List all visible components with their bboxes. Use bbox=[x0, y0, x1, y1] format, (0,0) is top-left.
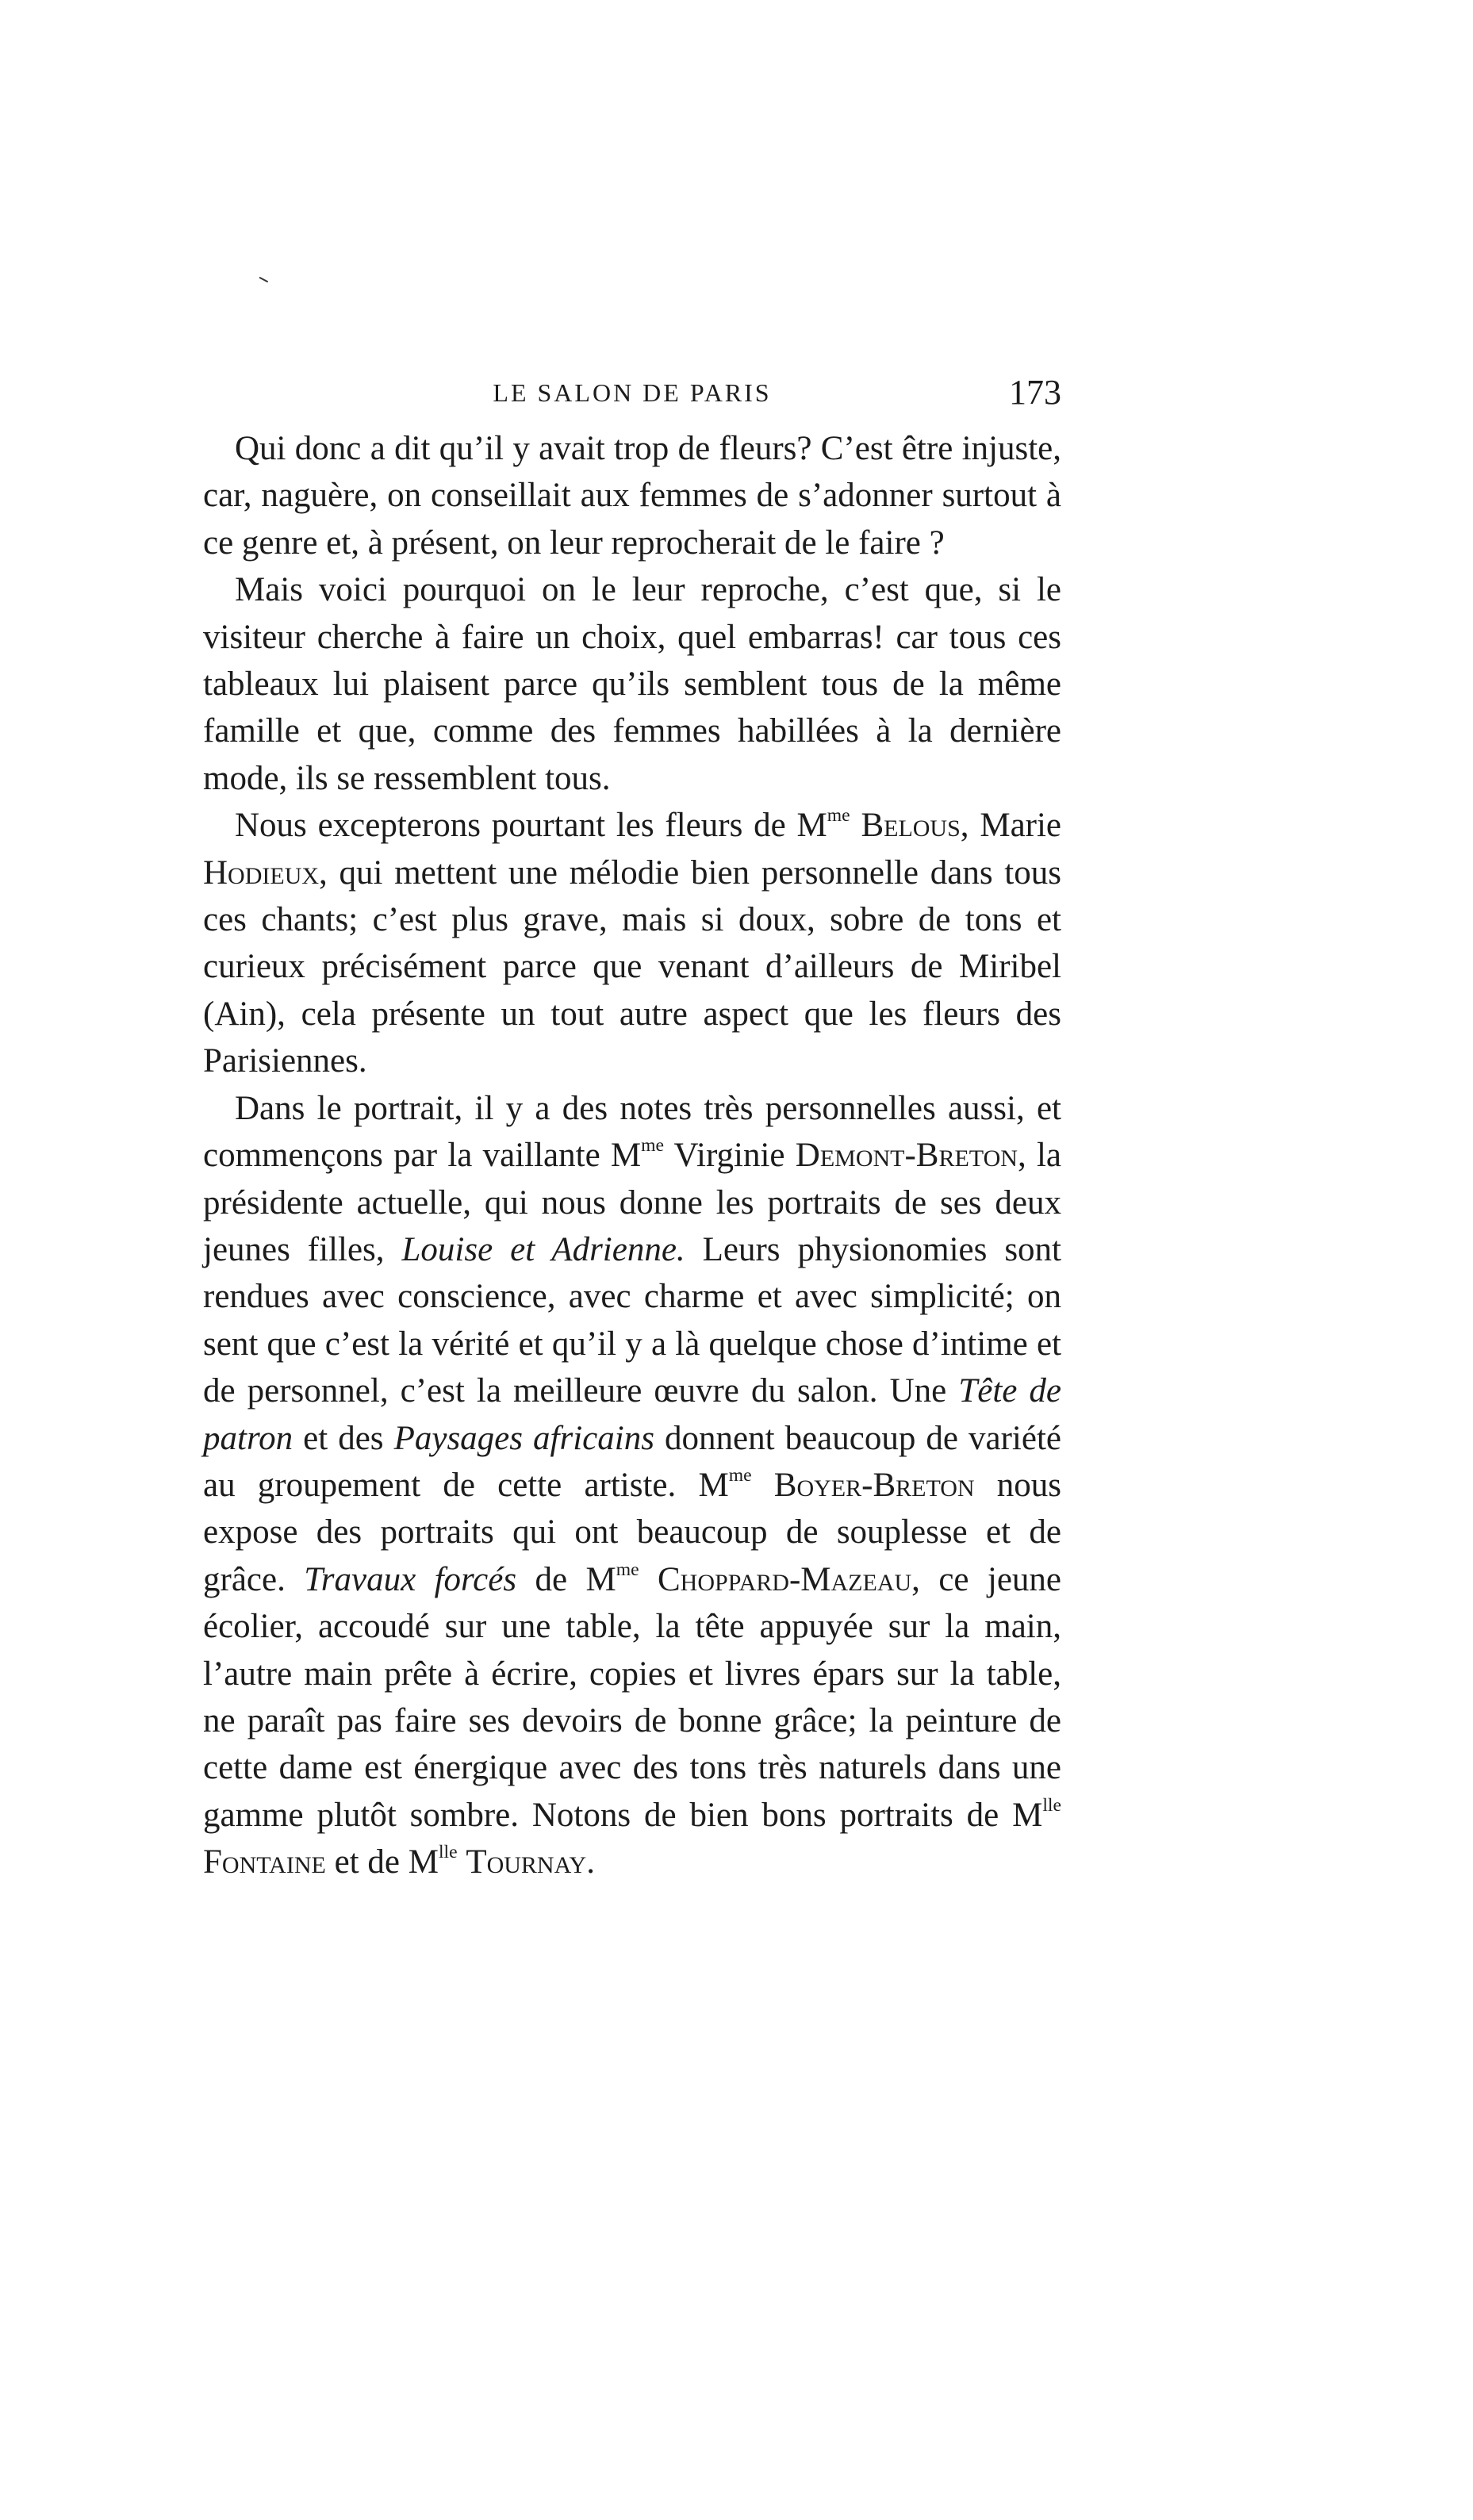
superscript: me bbox=[641, 1135, 665, 1156]
superscript: lle bbox=[1042, 1794, 1061, 1816]
superscript: me bbox=[728, 1465, 752, 1486]
small-caps-name: Fontaine bbox=[203, 1843, 326, 1881]
page-number: 173 bbox=[1009, 373, 1061, 412]
text-run bbox=[752, 1467, 774, 1504]
text-run: donnent beaucoup de variété au groupement de cette artiste. M bbox=[203, 1419, 1061, 1504]
text-run: nous expose des portraits qui ont beaucoup de souplesse et de grâce. bbox=[203, 1466, 1061, 1598]
italic-title: Travaux forcés bbox=[304, 1560, 517, 1598]
text-run: , qui mettent une mélodie bien personnelle dans tous ces chants; c’est plus grave, mais si doux, sobre de tons et curieux précisément parce que venant d’ailleurs de Miribel (Ain), cela présente un tout autre aspect que les fleurs des Parisiennes. bbox=[203, 853, 1061, 1080]
text-run: Leurs physionomies sont rendues avec conscience, avec charme et avec simplicité; on sent que c’est la vérité et qu’il y a là quelque chose d’intime et de personnel, c’est la meilleure œuvre du salon. Une bbox=[203, 1230, 1061, 1410]
small-caps-name: Tournay bbox=[466, 1843, 587, 1881]
small-caps-name: Demont-Breton bbox=[795, 1137, 1018, 1175]
paragraph bbox=[203, 425, 1061, 566]
superscript: me bbox=[827, 805, 850, 827]
text-run: , ce jeune écolier, accoudé sur une table, la tête appuyée sur la main, l’autre main prête à écrire, copies et livres épars sur la table, ne paraît pas faire ses devoirs de bonne grâce; la peinture de cette dame est énergique avec des tons très naturels dans une gamme plutôt sombre. Notons de bien bons portraits de M bbox=[203, 1560, 1062, 1834]
text-run: . bbox=[586, 1843, 595, 1881]
paragraph bbox=[203, 566, 1061, 802]
italic-title: Louise et Adrienne. bbox=[401, 1230, 685, 1268]
paragraph bbox=[203, 1085, 1061, 1886]
text-run: Mais voici pourquoi on le leur reproche, c’est que, si le visiteur cherche à faire un choix, quel embarras! car tous ces tableaux lui plaisent parce qu’ils semblent tous de la même famille et que, comme des femmes habillées à la dernière mode, ils se ressemblent tous. bbox=[203, 571, 1061, 797]
text-run: Nous excepterons pourtant les fleurs de M bbox=[235, 807, 827, 845]
running-head-title: LE SALON DE PARIS bbox=[493, 378, 772, 407]
text-run: Qui donc a dit qu’il y avait trop de fleurs? C’est être injuste, car, naguère, on conseillait aux femmes de s’adonner surtout à ce genre et, à présent, on leur reprocherait de le faire ? bbox=[203, 430, 1061, 562]
small-caps-name: Hodieux bbox=[203, 853, 320, 892]
text-run bbox=[850, 807, 861, 844]
text-run: Virginie bbox=[664, 1137, 796, 1175]
small-caps-name: Choppard-Mazeau bbox=[658, 1560, 912, 1598]
paragraph bbox=[203, 802, 1061, 1084]
text-run: de M bbox=[516, 1560, 616, 1598]
text-run bbox=[639, 1561, 658, 1598]
italic-title: Tête de patron bbox=[203, 1372, 1061, 1457]
text-run: , Marie bbox=[960, 807, 1062, 845]
text-run: , la présidente actuelle, qui nous donne les portraits de ses deux jeunes filles, bbox=[203, 1137, 1061, 1268]
running-head bbox=[203, 373, 1061, 420]
small-caps-name: Belous bbox=[861, 807, 961, 845]
ink-speck bbox=[259, 272, 271, 283]
italic-title: Paysages africains bbox=[393, 1419, 654, 1457]
text-run: et des bbox=[293, 1419, 394, 1457]
text-run: Dans le portrait, il y a des notes très personnelles aussi, et commençons par la vaillante M bbox=[203, 1089, 1061, 1175]
superscript: lle bbox=[438, 1842, 458, 1863]
superscript: me bbox=[616, 1559, 639, 1580]
body-text bbox=[203, 425, 1061, 1886]
text-run bbox=[458, 1843, 466, 1881]
small-caps-name: Boyer-Breton bbox=[773, 1466, 975, 1504]
text-run: et de M bbox=[325, 1843, 439, 1881]
